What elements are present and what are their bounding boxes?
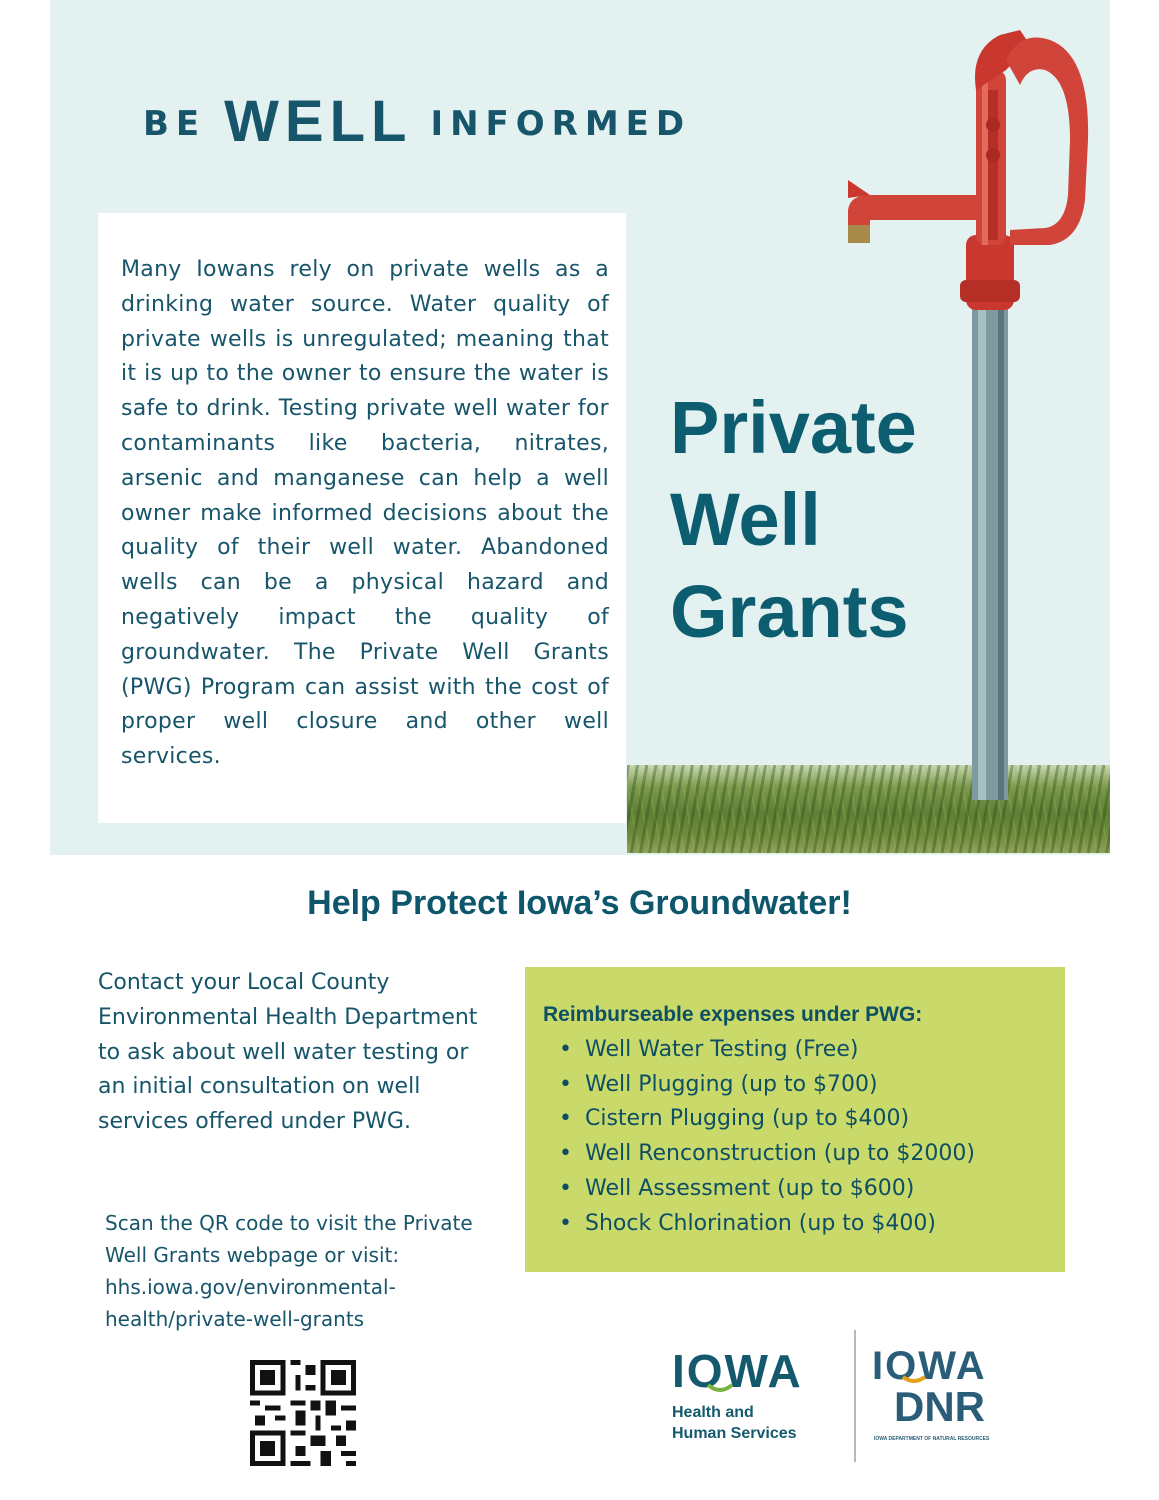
title-line-2: Well xyxy=(670,478,821,561)
iowa-dnr-logo xyxy=(872,1343,1022,1448)
expense-item: • Cistern Plugging (up to $400) xyxy=(559,1102,1065,1137)
expenses-heading: Reimburseable expenses under PWG: xyxy=(543,1003,923,1026)
dnr-full-name: IOWA DEPARTMENT OF NATURAL RESOURCES xyxy=(874,1436,990,1442)
expenses-box xyxy=(525,967,1065,1272)
qr-instructions: Scan the QR code to visit the Private Well Grants webpage or visit: hhs.iowa.gov/environmental-health/private-well-grants xyxy=(105,1211,473,1331)
subheading: Help Protect Iowa’s Groundwater! xyxy=(307,884,852,922)
page-title xyxy=(670,382,917,658)
expense-item: • Well Renconstruction (up to $2000) xyxy=(559,1137,1065,1172)
expenses-list xyxy=(543,1033,1065,1241)
dnr-abbrev: DNR xyxy=(894,1383,985,1430)
hhs-line-1: Health and xyxy=(672,1404,754,1421)
intro-paragraph: Many Iowans rely on private wells as a drinking water source. Water quality of private wells is unregulated; meaning that it is up to the owner to ensure the water is safe to drink. Testing private well water for contaminants like bacteria, nitrates, arsenic and manganese can help a well owner make informed decisions about the quality of their well water. Abandoned wells can be a physical hazard and negatively impact the quality of groundwater. The Private Well Grants (PWG) Program can assist with the cost of proper well closure and other well services. xyxy=(121,257,609,770)
title-line-3: Grants xyxy=(670,570,909,653)
tagline-be: BE xyxy=(143,104,207,144)
tagline-informed: INFORMED xyxy=(430,104,692,144)
tagline xyxy=(143,88,691,155)
expense-item: • Well Water Testing (Free) xyxy=(559,1033,1065,1068)
expense-item: • Shock Chlorination (up to $400) xyxy=(559,1207,1065,1242)
expense-item: • Well Plugging (up to $700) xyxy=(559,1068,1065,1103)
tagline-well: WELL xyxy=(224,89,413,154)
dnr-wordmark: IOWA xyxy=(872,1344,987,1388)
intro-text-box xyxy=(98,213,626,823)
expense-item: • Well Assessment (up to $600) xyxy=(559,1172,1065,1207)
iowa-hhs-logo xyxy=(672,1345,842,1455)
qr-code[interactable] xyxy=(250,1360,356,1466)
title-line-1: Private xyxy=(670,386,917,469)
hhs-wordmark: IOWA xyxy=(672,1345,803,1397)
logo-divider xyxy=(854,1330,856,1462)
hhs-line-2: Human Services xyxy=(672,1425,797,1442)
contact-text: Contact your Local County Environmental Health Department to ask about well water testing or an initial consultation on well services offered under PWG. xyxy=(98,970,478,1135)
